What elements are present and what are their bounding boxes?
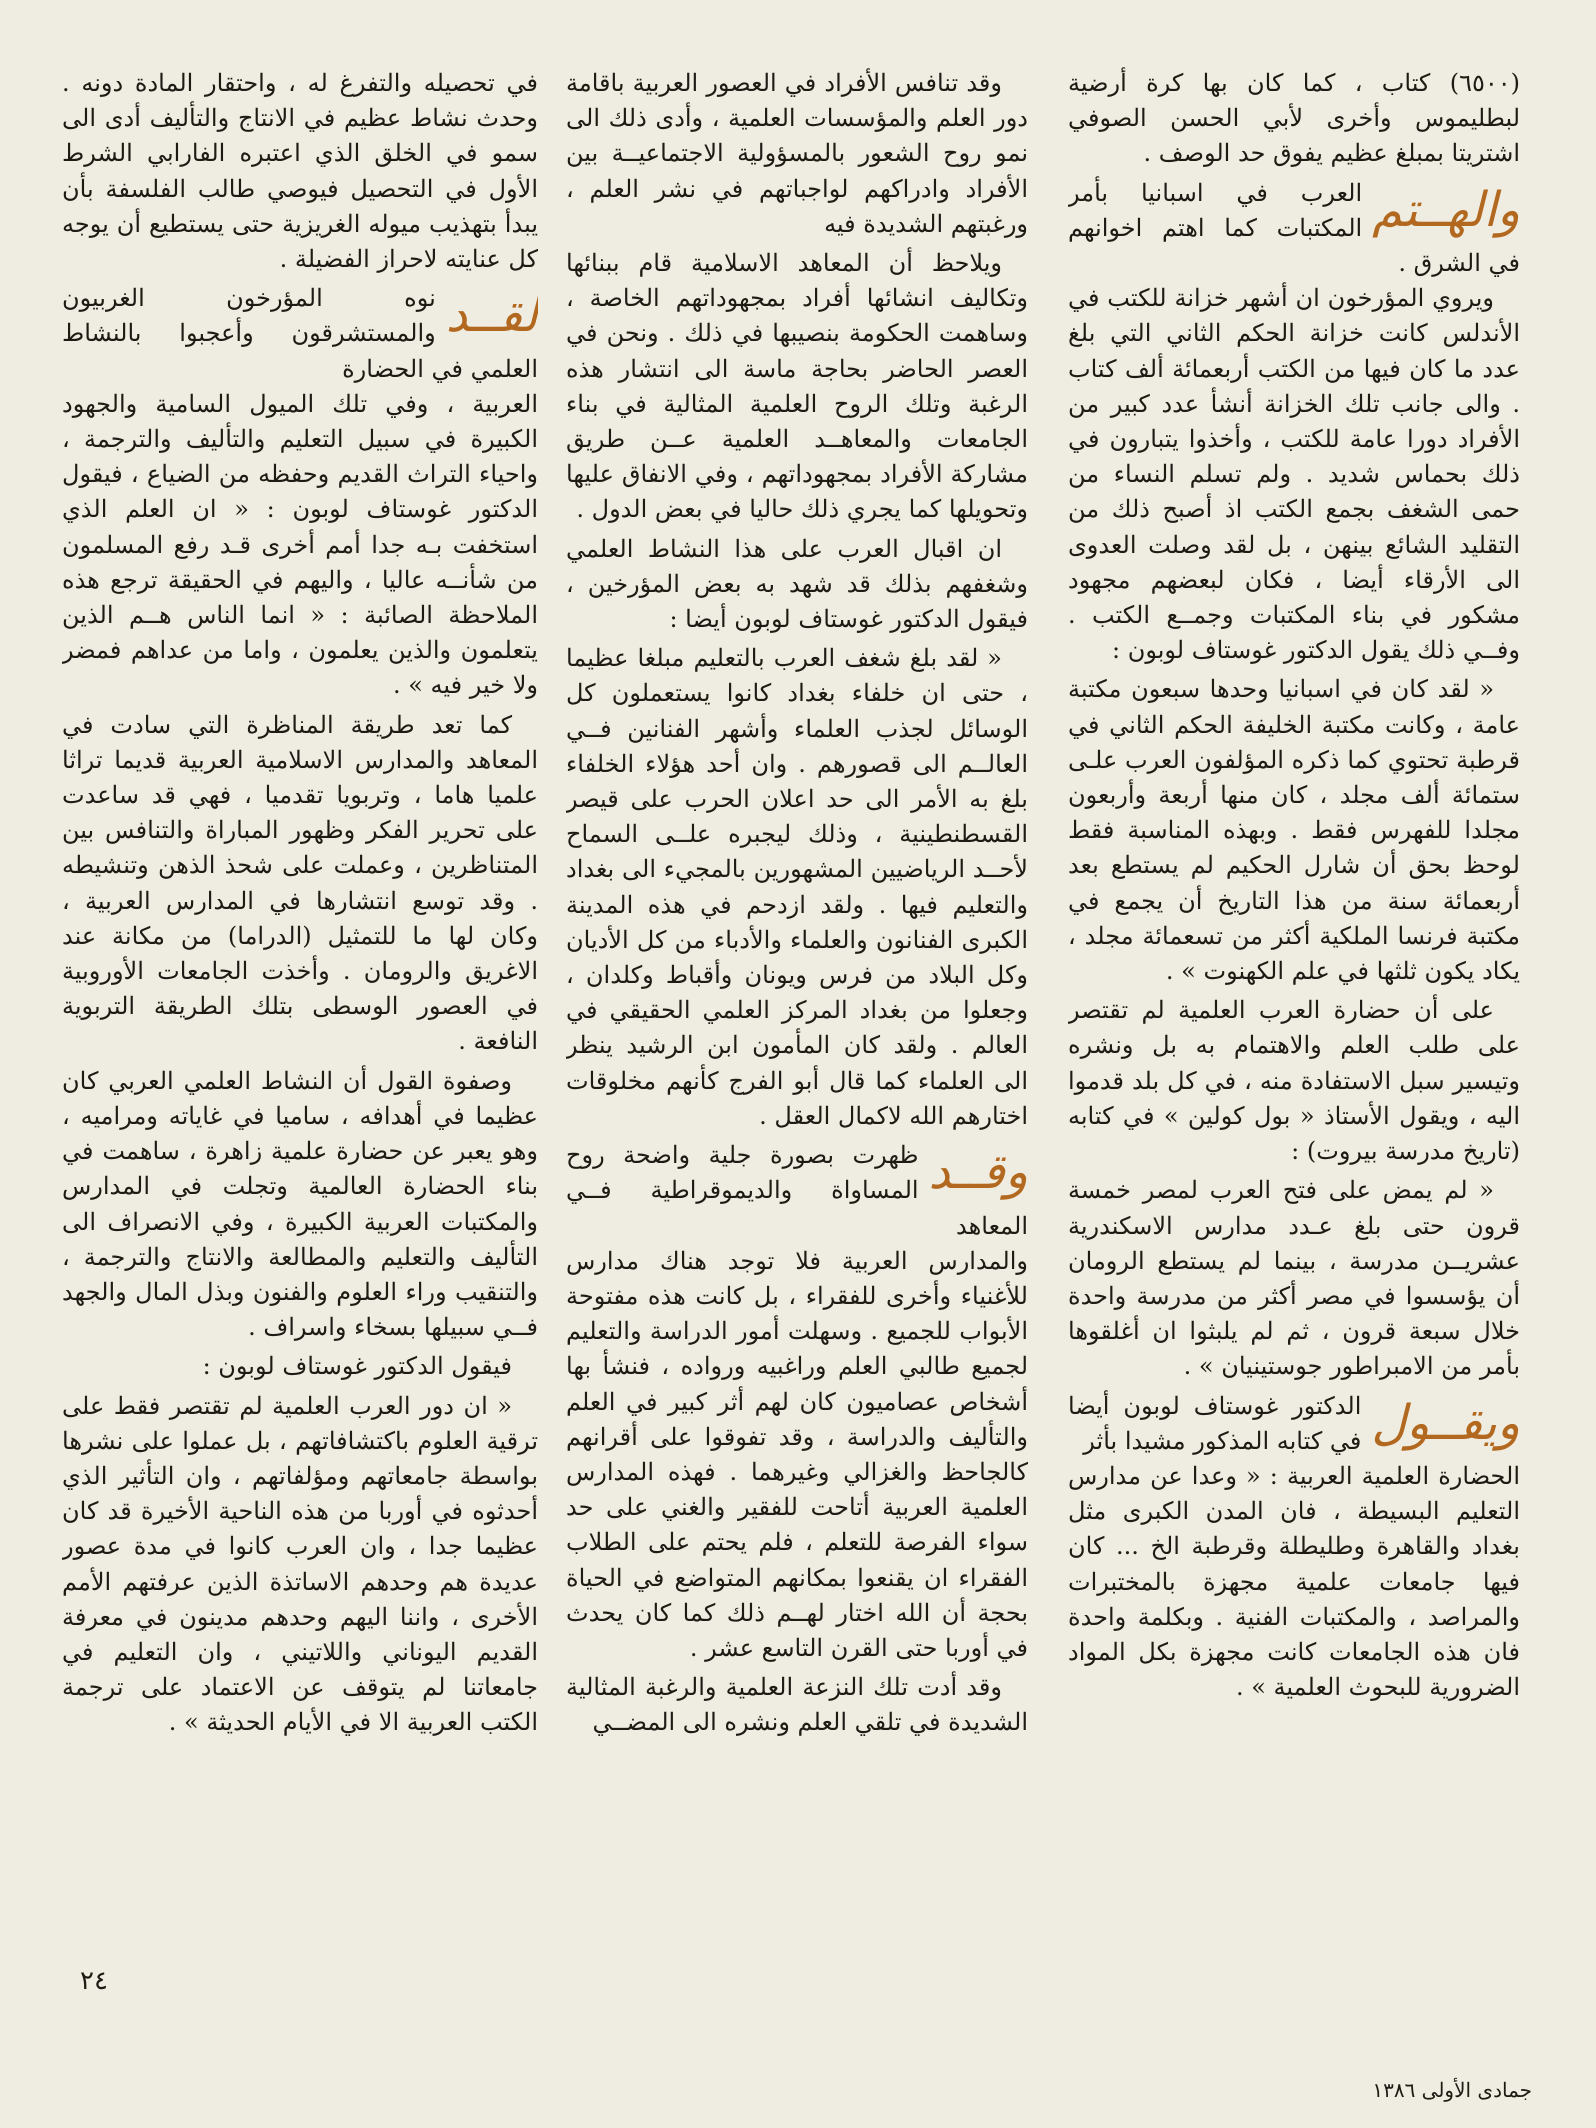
paragraph: وقد أدت تلك النزعة العلمية والرغبة المثالية الشديدة في تلقي العلم ونشره الى المضــي	[566, 1673, 1028, 1737]
paragraph: على أن حضارة العرب العلمية لم تقتصر على طلب العلم والاهتمام به بل ونشره وتيسير سبل الاستفادة منه ، في كل بلد قدموا اليه ، ويقول الأستاذ « بول كولين » في كتابه (تاريخ مدرسة بيروت) :	[1068, 996, 1520, 1166]
issue-date-footer: جمادى الأولى ١٣٨٦	[1372, 2078, 1532, 2102]
paragraph: الدكتور غوستاف لوبون أيضا في كتابه المذكور مشيدا بأثر	[1068, 1391, 1362, 1455]
paragraph: في تحصيله والتفرغ له ، واحتقار المادة دونه . وحدث نشاط عظيم في الانتاج والتأليف أدى الى سمو في الخلق الذي اعتبره الفارابي الشرط الأول في التحصيل فيوصي طالب الفلسفة بأن يبدأ بتهذيب ميوله الغريزية حتى يستطيع أن يوجه كل عنايته لاحراز الفضيلة .	[62, 69, 538, 274]
paragraph: ظهرت بصورة جلية واضحة روح المساواة والديموقراطية فــي المعاهد	[566, 1141, 1028, 1240]
paragraph: ويروي المؤرخون ان أشهر خزانة للكتب في الأندلس كانت خزانة الحكم الثاني التي بلغ عدد ما كان فيها من الكتب أربعمائة ألف كتاب . والى جانب تلك الخزانة أنشأ عدد كبير من الأفراد دورا عامة للكتب ، وأخذوا يتبارون في ذلك بحماس شديد . ولم تسلم النساء من حمى الشغف بجمع الكتب اذ أصبح ذلك من التقليد الشائع بينهن ، بل لقد وصلت العدوى الى الأرقاء أيضا ، فكان لبعضهم مجهود مشكور في بناء المكتبات وجمــع الكتب . وفــي ذلك يقول الدكتور غوستاف لوبون :	[1068, 284, 1520, 665]
paragraph: وقد تنافس الأفراد في العصور العربية باقامة دور العلم والمؤسسات العلمية ، وأدى ذلك الى نمو روح الشعور بالمسؤولية الاجتماعيــة بين الأفراد وادراكهم لواجباتهم في نشر العلم ، ورغبتهم الشديدة فيه	[566, 69, 1028, 238]
drop-cap-block	[1068, 176, 1520, 282]
paragraph: ان اقبال العرب على هذا النشاط العلمي وشغفهم بذلك قد شهد به بعض المؤرخين ، فيقول الدكتور غوستاف لوبون أيضا :	[566, 534, 1028, 634]
paragraph: العرب في اسبانيا بأمر المكتبات كما اهتم اخوانهم في الشرق .	[1068, 178, 1520, 278]
decorative-heading: لقــد	[445, 287, 538, 344]
column-left	[62, 66, 538, 2011]
quote-paragraph: « لقد بلغ شغف العرب بالتعليم مبلغا عظيما ، حتى ان خلفاء بغداد كانوا يستعملون كل الوسائل لجذب العلماء وأشهر الفنانين فــي العالــم الى قصورهم . وان أحد هؤلاء الخلفاء بلغ به الأمر الى حد اعلان الحرب على قيصر القسطنطينية ، وذلك ليجبره علــى السماح لأحــد الرياضيين المشهورين بالمجيء الى بغداد والتعليم فيها . ولقد ازدحم في هذه المدينة الكبرى الفنانون والعلماء والأدباء من كل الأديان وكل البلاد من فرس ويونان وأقباط وكلدان ، وجعلوا من بغداد المركز العلمي الحقيقي في العالم . ولقد كان المأمون ابن الرشيد ينظر الى العلماء كما قال أبو الفرج كأنهم مخلوقات اختارهم الله لاكمال العقل .	[566, 644, 1028, 1130]
paragraph: (٦٥٠٠) كتاب ، كما كان بها كرة أرضية لبطليموس وأخرى لأبي الحسن الصوفي اشتريتا بمبلغ عظيم يفوق حد الوصف .	[1068, 69, 1520, 168]
decorative-heading: والهــتم	[1372, 181, 1520, 238]
paragraph: ويلاحظ أن المعاهد الاسلامية قام ببنائها وتكاليف انشائها أفراد بمجهوداتهم الخاصة ، وساهمت الحكومة بنصيبها في ذلك . ونحن في العصر الحاضر بحاجة ماسة الى انتشار هذه الرغبة وتلك الروح العلمية المثالية في بناء الجامعات والمعاهــد العلمية عــن طريق مشاركة الأفراد بمجهوداتهم ، وفي الانفاق عليها وتحويلها كما يجري ذلك حاليا في بعض الدول .	[566, 249, 1028, 524]
paragraph: العربية ، وفي تلك الميول السامية والجهود الكبيرة في سبيل التعليم والتأليف والترجمة ، واحياء التراث القديم وحفظه من الضياع ، فيقول الدكتور غوستاف لوبون : « ان العلم الذي استخفت بـه جدا أمم أخرى قـد رفع المسلمون من شأنــه عاليا ، واليهم في الحقيقة ترجع هذه الملاحظة الصائبة : « انما الناس هــم الذين يتعلمون والذين يعلمون ، واما من عداهم فمضر ولا خير فيه » .	[62, 389, 538, 700]
paragraph: وصفوة القول أن النشاط العلمي العربي كان عظيما في أهدافه ، ساميا في غاياته ومراميه ، وهو يعبر عن حضارة علمية زاهرة ، ساهمت في بناء الحضارة العالمية وتجلت في المدارس والمكتبات العربية الكبيرة ، وفي الانصراف الى التأليف والتعليم والمطالعة والانتاج والترجمة ، والتنقيب وراء العلوم والفنون وبذل المال والجهد فــي سبيلها بسخاء واسراف .	[62, 1066, 538, 1342]
paragraph: كما تعد طريقة المناظرة التي سادت في المعاهد والمدارس الاسلامية العربية قديما تراثا علميا هاما ، وتربويا تقدميا ، فهي قد ساعدت على تحرير الفكر وظهور المباراة والتنافس بين المتناظرين ، وعملت على شحذ الذهن وتنشيطه . وقد توسع انتشارها في المدارس العربية ، وكان لها ما للتمثيل (الدراما) من مكانة عند الاغريق والرومان . وأخذت الجامعات الأوروبية في العصور الوسطى بتلك الطريقة التربوية النافعة .	[62, 710, 538, 1056]
decorative-heading: وقــد	[928, 1144, 1028, 1201]
decorative-heading: ويقــول	[1371, 1394, 1520, 1451]
column-middle	[566, 66, 1028, 2011]
drop-cap-block	[1068, 1389, 1520, 1459]
column-right	[1068, 66, 1520, 2011]
paragraph: والمدارس العربية فلا توجد هناك مدارس للأغنياء وأخرى للفقراء ، بل كانت هذه مفتوحة الأبواب للجميع . وسهلت أمور الدراسة والتعليم لجميع طالبي العلم وراغبيه ورواده ، فنشأ بها أشخاص عصاميون كان لهم أثر كبير في العلم والتأليف والدراسة ، وقد تفوقوا على أقرانهم كالجاحظ والغزالي وغيرهما . فهذه المدارس العلمية العربية أتاحت للفقير والغني على حد سواء الفرصة للتعلم ، فلم يحتم على الطلاب الفقراء ان يقنعوا بمكانهم المتواضع في الحياة بحجة أن الله اختار لهــم ذلك كما كان يحدث في أوربا حتى القرن التاسع عشر .	[566, 1246, 1028, 1662]
paragraph: الحضارة العلمية العربية : « وعدا عن مدارس التعليم البسيطة ، فان المدن الكبرى مثل بغداد والقاهرة وطليطلة وقرطبة الخ ... كان فيها جامعات علمية مجهزة بالمختبرات والمراصد ، والمكتبات الفنية . وبكلمة واحدة فان هذه الجامعات كانت مجهزة بكل المواد الضرورية للبحوث العلمية » .	[1068, 1461, 1520, 1702]
page-number: ٢٤	[80, 1966, 108, 1996]
quote-paragraph: « لقد كان في اسبانيا وحدها سبعون مكتبة عامة ، وكانت مكتبة الخليفة الحكم الثاني في قرطبة تحتوي كما ذكره المؤلفون العرب علـى ستمائة ألف مجلد ، كان منها أربعة وأربعون مجلدا للفهرس فقط . وبهذه المناسبة فقط لوحظ بحق أن شارل الحكيم لم يستطع بعد أربعمائة سنة من هذا التاريخ أن يجمع في مكتبة فرنسا الملكية أكثر من تسعمائة مجلد ، يكاد يكون ثلثها في علم الكهنوت » .	[1068, 675, 1520, 986]
drop-cap-block	[566, 1138, 1028, 1244]
paragraph: فيقول الدكتور غوستاف لوبون :	[202, 1352, 512, 1381]
quote-paragraph: « لم يمض على فتح العرب لمصر خمسة قرون حتى بلغ عـدد مدارس الاسكندرية عشريــن مدرسة ، بينما لم يستطع الرومان أن يؤسسوا في مصر أكثر من مدرسة واحدة خلال سبعة قرون ، ثم لم يلبثوا ان أغلقوها بأمر من الامبراطور جوستينيان » .	[1068, 1176, 1520, 1381]
paragraph: نوه المؤرخون الغربيون والمستشرقون وأعجبوا بالنشاط العلمي في الحضارة	[62, 284, 538, 383]
drop-cap-block	[62, 281, 538, 387]
quote-paragraph: « ان دور العرب العلمية لم تقتصر فقط على ترقية العلوم باكتشافاتهم ، بل عملوا على نشرها بواسطة جامعاتهم ومؤلفاتهم ، وان التأثير الذي أحدثوه في أوربا من هذه الناحية الأخيرة قد كان عظيما جدا ، وان العرب كانوا في مدة عصور عديدة هم وحدهم الاساتذة الذين عرفتهم الأمم الأخرى ، واننا اليهم وحدهم مدينون في معرفة القديم اليوناني واللاتيني ، وان التعليم في جامعاتنا لم يتوقف عن الاعتماد على ترجمة الكتب العربية الا في الأيام الحديثة » .	[62, 1391, 538, 1737]
